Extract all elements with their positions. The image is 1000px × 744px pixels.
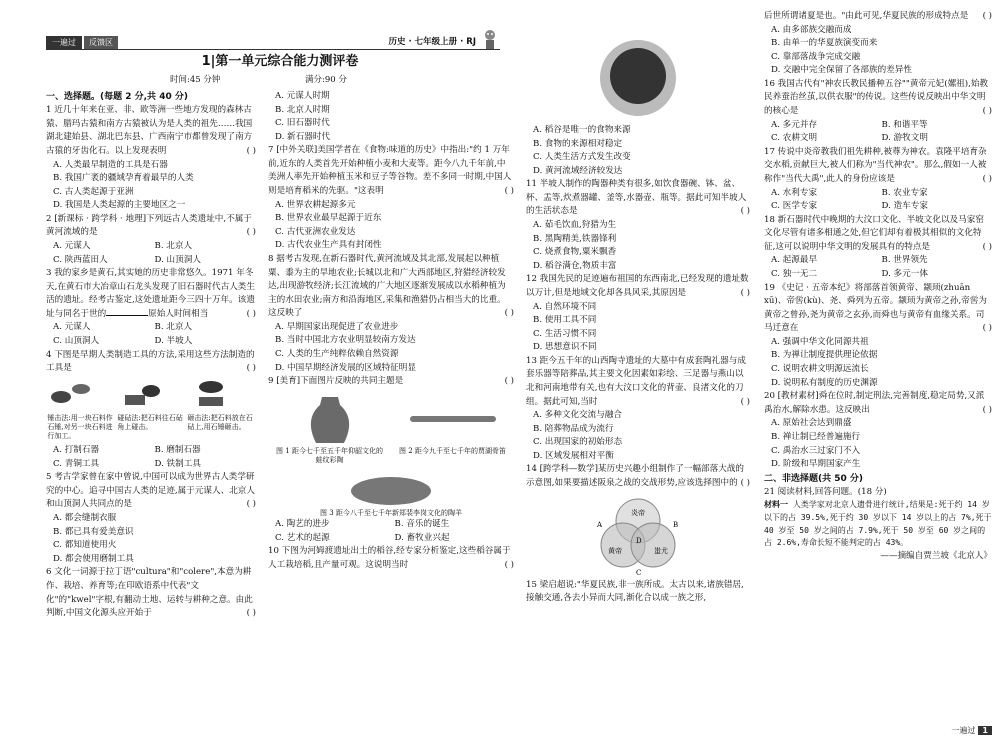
option: A. 水利专家: [771, 187, 818, 198]
question-1: [46, 104, 256, 213]
option: D. 多元一体: [881, 268, 928, 279]
figure-hammering: [47, 379, 114, 441]
figure-caption: 砸击法:把石料放在石砧上,用石锤砸击。: [187, 413, 253, 431]
answer-paren: ( ): [246, 145, 256, 156]
option: A. 早期国家出现促进了农业进步: [275, 321, 399, 332]
question-6: [46, 566, 256, 620]
option: A. 打制石器: [53, 445, 100, 456]
stone-tool-illustration: [47, 379, 95, 409]
question-16: [764, 78, 992, 146]
question-stem: 12 我国先民的足迹遍布祖国的东西南北,已经发现的遗址数以万计,但是地域文化却各具风采,其原因是: [526, 274, 749, 298]
question-stem: 11 半坡人制作的陶器种类有很多,如饮食器碗、钵、盆、杯、盂等,炊煮器罐、釜等,水器壶、瓶等。据此可知半坡人的生活状态是: [526, 179, 747, 217]
question-4: [46, 349, 256, 472]
figure-anvil: [117, 379, 184, 441]
answer-paren: ( ): [740, 478, 750, 489]
option: C. 旧石器时代: [275, 118, 330, 129]
option: D. 说明私有制度的历史渊源: [771, 377, 878, 388]
painted-pottery-image: [300, 393, 360, 447]
question-stem: 18 新石器时代中晚期的大汶口文化、半坡文化以及马家窑文化尽管有诸多相通之处,但它们却有着极其相似的文化特征,这可以说明中华文明的发展具有的特点是: [764, 214, 984, 252]
brand-tag: 一遍过: [46, 36, 82, 49]
option: C. 陕西蓝田人: [53, 254, 108, 265]
option: C. 独一无二: [771, 268, 818, 279]
answer-paren: ( ): [504, 559, 514, 570]
answer-paren: ( ): [982, 241, 992, 252]
question-stem: 15 梁启超说:"华夏民族,非一族所成。太古以来,诸族错居,接触交通,各去小异而大同,渐化合以成一族之形,: [526, 579, 744, 604]
answer-paren: ( ): [740, 206, 750, 217]
answer-paren: ( ): [246, 608, 256, 619]
option: A. 陶艺的进步: [275, 519, 330, 529]
figure-caption: 图 2 距今九千至七千年的贾湖骨笛: [399, 446, 506, 455]
option: B. 北京人时期: [275, 104, 330, 115]
question-2: [46, 213, 256, 267]
venn-label-yandi: 炎帝: [631, 508, 645, 517]
option: B. 北京人: [154, 322, 193, 333]
option: D. 中国早期经济发展的区域特征明显: [275, 362, 416, 373]
question-3: [46, 267, 256, 348]
option: C. 禹治水三过家门不入: [771, 445, 861, 456]
option: B. 为禅让制度提供理论依据: [771, 350, 878, 361]
question-stem-tail: 原始人时间相当: [148, 308, 209, 319]
option: A. 茹毛饮血,狩猎为生: [533, 220, 617, 231]
point-label-c: C: [636, 568, 642, 577]
option: C. 古代亚洲农业发达: [275, 226, 356, 237]
answer-paren: ( ): [246, 363, 256, 374]
question-8: [268, 253, 514, 375]
figure-caption: 图 1 距今七千至五千年仰韶文化的蛙纹彩陶: [276, 446, 383, 464]
point-label-b: B: [673, 520, 679, 529]
question-stem: 17 传说中炎帝教我们祖先耕种,被尊为神农。袁隆平培育杂交水稻,贡献巨大,被人们称为"当代神农"。那么,假如一人被称作"当代大禹",此人的身份应该是: [764, 146, 987, 184]
option: D. 交融中完全保留了各部族的差异性: [771, 65, 912, 76]
option: A. 元谋人: [53, 241, 91, 251]
option: C. 人类生活方式发生改变: [533, 152, 631, 163]
venn-label-huangdi: 黄帝: [608, 546, 622, 555]
question-stem: 5 考古学家曾在家中曾说,中国可以成为世界古人类学研究的中心。追寻中国古人类的足迹,属于元谋人、北京人和山顶洞人共同点的是: [46, 472, 255, 510]
point-label-d: D: [636, 536, 642, 545]
question-stem: 3 我的家乡是黄石,其实她的历史非常悠久。1971 年冬天,在黄石市大冶章山石龙头发现了旧石器时代古人类生活的遗址。经考古鉴定,这处遗址距今三四十万年。该遗址与同名于世的: [46, 268, 255, 319]
figure-bipolar: [187, 379, 254, 441]
question-stem: 2 [新课标 · 跨学科 · 地理]下列远古人类遗址中,不属于黄河流域的是: [46, 213, 252, 238]
option: C. 出现国家的初始形态: [533, 437, 623, 448]
option: B. 磨制石器: [154, 445, 201, 456]
answer-paren: ( ): [982, 173, 992, 184]
question-15-cont: [764, 10, 992, 78]
option: D. 我国是人类起源的主要地区之一: [53, 200, 186, 211]
question-stem: 14 [跨学科—数学]某历史兴趣小组制作了一幅部落大战的示意图,如果要描述阪泉之战的交战形势,应该选择图中的: [526, 464, 745, 489]
option: D. 阶级和早期国家产生: [771, 459, 861, 470]
option: C. 古人类起源于亚洲: [53, 186, 134, 197]
option: C. 生活习惯不同: [533, 328, 597, 339]
option: A. 强调中华文化同源共祖: [771, 336, 869, 347]
option: B. 由单一的华夏族演变而来: [771, 38, 878, 49]
material-1-text: 人类学家对北京人遗骨进行统计,结果是:死于约 14 岁以下的占 39.5%,死于约 30 岁以下 14 岁以上的占 7%,死于 40 岁至 50 岁之间的占 7.9%,死于 50 岁至 60 岁之间的占 2.6%,寿命长短不能判定的占 43%。: [764, 500, 992, 548]
option: B. 陪葬物品成为流行: [533, 423, 614, 434]
page-footer: [951, 725, 992, 738]
option: D. 新石器时代: [275, 131, 331, 142]
option: A. 人类最早制造的工具是石器: [53, 159, 168, 170]
answer-paren: ( ): [246, 227, 256, 238]
option: B. 世界农业最早起源于近东: [275, 213, 382, 224]
question-stem: 6 文化一词源于拉丁语"cultura"和"colere",本意为耕作、栽培、养育等;在印欧语系中代表"文化"的"kwel"字根,有翻动土地、运转与耕种之意。由此判断,中国文化源头应开始于: [46, 567, 253, 619]
option: B. 世界领先: [881, 255, 928, 266]
section-1-heading: 一、选择题。(每题 2 分,共 40 分): [46, 92, 188, 102]
figure-caption: 碰砧法:把石料往石砧角上碰击。: [117, 413, 183, 431]
option: B. 食物的来源相对稳定: [533, 138, 623, 149]
time-limit: 时间:45 分钟: [170, 75, 221, 85]
option: A. 世界农耕起源多元: [275, 199, 356, 210]
figure-1: [274, 393, 385, 465]
figure-caption: 图 3 距今八千至七千年新郑裴李岗文化的陶羊: [320, 508, 462, 517]
option: A. 元谋人: [53, 322, 91, 333]
option: C. 农耕文明: [771, 133, 818, 144]
material-source: ——摘编自贾兰坡《北京人》: [880, 550, 992, 561]
option: D. 游牧文明: [881, 133, 928, 144]
option: B. 和谐平等: [881, 119, 928, 130]
option: A. 起源最早: [771, 255, 818, 266]
answer-paren: ( ): [504, 376, 514, 387]
option: D. 半坡人: [154, 336, 193, 347]
question-7: [268, 144, 514, 253]
page-title: 1|第一单元综合能力测评卷: [201, 54, 359, 69]
option: D. 黄河流域经济较发达: [533, 165, 623, 176]
option: A. 多种文化交流与融合: [533, 410, 623, 421]
option: C. 山顶洞人: [53, 336, 100, 347]
footer-brand: 一遍过: [951, 726, 976, 736]
option: D. 稻谷满仓,物质丰富: [533, 260, 617, 271]
option: B. 我国广袤的疆域孕育着最早的人类: [53, 173, 194, 184]
question-stem: 9 [美育]下面图片反映的共同主题是: [268, 376, 404, 387]
column-3: [520, 0, 756, 744]
question-stem: 21 阅读材料,回答问题。(18 分): [764, 486, 887, 497]
answer-paren: ( ): [740, 396, 750, 407]
column-1: [0, 0, 262, 744]
question-stem: 1 近几十年来在亚、非、欧等洲一些地方发现的森林古猿、腊玛古猿和南方古猿被认为是人类的祖先……我国湖北建始县、湖北巴东县、广西南宁市都曾发现了南方古猿的牙齿化石。以上发现表明: [46, 105, 253, 156]
option: C. 说明农耕文明源远流长: [771, 364, 869, 375]
option: B. 当时中国北方农业明显较南方发达: [275, 335, 416, 346]
option: D. 畜牧业兴起: [394, 532, 450, 543]
option: C. 都知道使用火: [53, 540, 117, 551]
option: B. 黑陶精美,铁器锋利: [533, 233, 617, 244]
question-stem: 13 距今五千年的山西陶寺遗址的大墓中有成套陶礼器与成套乐器等陪葬品,其主要文化因素如彩绘、三足器与燕山以北和河南地带有关,也有大汶口文化的背壶、良渚文化的刀组。据此可知,当时: [526, 355, 746, 407]
question-9: [268, 375, 514, 545]
question-stem: 后世所谓诸夏是也。"由此可见,华夏民族的形成特点是: [764, 11, 969, 21]
option: C. 艺术的起源: [275, 532, 330, 543]
answer-paren: ( ): [246, 308, 256, 319]
question-stem: 8 据考古发现,在新石器时代,黄河流域及其北部,发展起以种植粟、黍为主的旱地农业;长城以北和广大西部地区,狩猎经济较发达,出现游牧经济;长江流域的广大地区逐渐发展成以水稻种植为主的水田农业;南方和沿海地区,采集和渔猎仍占相当大的比重。这反映了: [268, 253, 506, 319]
option: D. 山顶洞人: [154, 254, 201, 265]
material-label: 材料一: [764, 500, 788, 510]
stone-tool-illustration: [117, 379, 165, 409]
question-stem: 10 下图为河姆渡遗址出土的稻谷,经专家分析鉴定,这些稻谷属于人工栽培稻,且产量可观。这说明当时: [268, 546, 511, 570]
option: A. 都会缝制衣服: [53, 513, 117, 524]
option: C. 烧煮食物,粟米飘香: [533, 247, 617, 258]
option: B. 音乐的诞生: [394, 519, 450, 529]
question-20: [764, 390, 992, 471]
question-13: [526, 355, 750, 464]
option: D. 铁制工具: [154, 458, 201, 469]
option: A. 由多部族交融而成: [771, 24, 852, 35]
option: C. 靠部落战争完成交融: [771, 51, 861, 62]
answer-paren: ( ): [982, 106, 992, 117]
question-18: [764, 214, 992, 282]
answer-paren: ( ): [246, 499, 256, 510]
option: D. 造车专家: [881, 201, 928, 212]
question-11: [526, 178, 750, 273]
page-number: 1: [978, 726, 992, 735]
option: D. 古代农业生产具有封闭性: [275, 240, 382, 251]
rice-grain-image: [598, 38, 678, 118]
point-label-a: A: [597, 520, 603, 529]
option: D. 思想意识不同: [533, 342, 597, 353]
answer-paren: ( ): [982, 404, 992, 415]
figure-caption: 锤击法:用一块石料作石锤,对另一块石料进行加工。: [47, 413, 113, 441]
feedback-zone-tag: 反馈区: [84, 36, 118, 49]
question-5: [46, 471, 256, 566]
answer-paren: ( ): [504, 186, 514, 197]
stone-tool-illustration: [187, 379, 235, 409]
answer-paren: ( ): [982, 11, 992, 21]
column-2: [262, 0, 520, 744]
option: B. 北京人: [154, 241, 193, 251]
tool-method-figures: [46, 379, 256, 441]
option: C. 医学专家: [771, 201, 818, 212]
question-14: [526, 463, 750, 576]
venn-diagram: [573, 493, 703, 577]
figure-2: [397, 393, 508, 465]
option: A. 元谋人时期: [275, 91, 330, 101]
figure-3: [268, 469, 514, 518]
question-12: [526, 273, 750, 354]
option: D. 区域发展相对平衡: [533, 450, 614, 461]
option: C. 人类的生产纯粹依赖自然资源: [275, 348, 399, 359]
option: B. 都已具有爱美意识: [53, 526, 134, 537]
option: D. 都会使用磨制工具: [53, 553, 134, 564]
question-21: [764, 486, 992, 564]
option: B. 使用工具不同: [533, 315, 597, 326]
question-17: [764, 146, 992, 214]
question-stem: 19 《史记 · 五帝本纪》将部落首领黄帝、颛顼(zhuān xū)、帝喾(kù)、尧、舜列为五帝。颛顼为黄帝之孙,帝喾为黄帝之曾孙,尧为黄帝之玄孙,而舜也与黄帝有血缘关系。司马迁意在: [764, 282, 987, 334]
question-stem: 20 [教材素材]舜在位时,制定刑法,完善制度,稳定局势,又派禹治水,解除水患。这反映出: [764, 391, 985, 415]
venn-label-chiyou: 蚩尤: [654, 546, 668, 555]
question-10: [268, 545, 514, 572]
answer-paren: ( ): [982, 323, 992, 334]
fill-blank: [106, 315, 148, 316]
question-stem: 7 [中外关联]美国学者在《食物:味道的历史》中指出:"约 1 万年前,近东的人类首先开始种植小麦和大麦等。距今八九千年前,中美洲人率先开始种植玉米和豆子等谷物。差不多同一时期,中国人则是培育稻米的先驱。"这表明: [268, 145, 512, 197]
section-2-heading: 二、非选择题(共 50 分): [764, 473, 864, 484]
subject-label: 历史 · 七年级上册 · RJ: [388, 37, 476, 47]
answer-paren: ( ): [740, 287, 750, 298]
column-4: [756, 0, 1000, 744]
question-stem: 16 我国古代有"神农氏教民播种五谷""黄帝元妃(嫘祖),始教民养蚕治丝茧,以供衣服"的传说。这些传说反映出中华文明的核心是: [764, 78, 989, 117]
option: A. 多元并存: [771, 119, 818, 130]
option: A. 原始社会达到鼎盛: [771, 418, 852, 429]
question-15: [526, 579, 750, 606]
option: C. 青铜工具: [53, 458, 100, 469]
option: A. 自然环境不同: [533, 301, 597, 312]
bone-flute-image: [408, 409, 498, 429]
question-stem: 4 下图是早期人类制造工具的方法,采用这些方法制造的工具是: [46, 349, 255, 374]
option: B. 禅让制已经普遍施行: [771, 431, 861, 442]
question-19: [764, 282, 992, 391]
option: A. 稻谷是唯一的食物来源: [533, 125, 631, 135]
option: B. 农业专家: [881, 187, 928, 198]
pottery-sheep-image: [341, 469, 441, 509]
full-score: 满分:90 分: [305, 75, 347, 85]
answer-paren: ( ): [504, 308, 514, 319]
